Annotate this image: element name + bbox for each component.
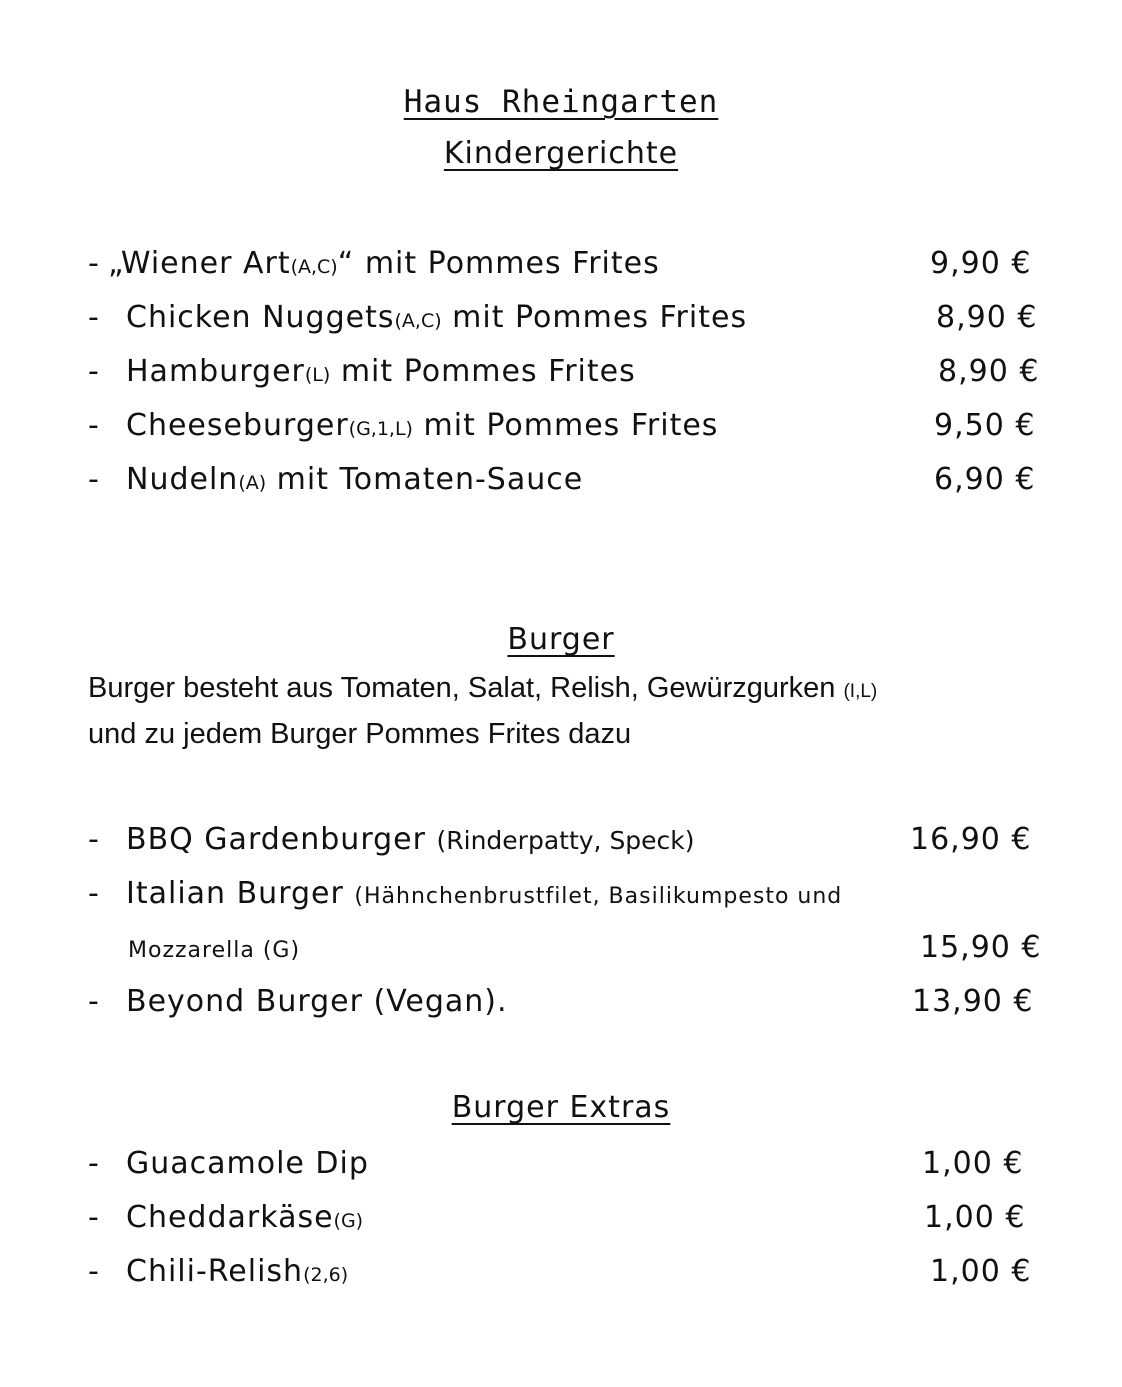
item-dash: -	[88, 408, 100, 443]
item-price: 6,90 €	[934, 462, 1036, 497]
item-dash: -	[88, 984, 100, 1019]
item-allergens: (G,1,L)	[348, 418, 413, 440]
burger-section-title	[0, 622, 1122, 657]
burger-description-line2: und zu jedem Burger Pommes Frites dazu	[88, 718, 632, 750]
item-price: 1,00 €	[922, 1146, 1024, 1181]
restaurant-name-text: Haus Rheingarten	[403, 84, 719, 120]
item-name: Beyond Burger (Vegan).	[126, 984, 508, 1019]
item-price: 13,90 €	[912, 984, 1034, 1019]
item-dash: -	[88, 876, 100, 911]
item-price: 8,90 €	[936, 300, 1038, 335]
item-dash: -	[88, 1200, 100, 1235]
item-price: 1,00 €	[924, 1200, 1026, 1235]
item-price: 1,00 €	[930, 1254, 1032, 1289]
item-allergens: (L)	[304, 364, 331, 386]
item-allergens: (A)	[238, 472, 267, 494]
item-price: 16,90 €	[910, 822, 1032, 857]
item-rest: “ mit Pommes Frites	[337, 246, 660, 281]
item-name: „Wiener Art	[108, 246, 291, 281]
item-dash: -	[88, 822, 100, 857]
item-name: Nudeln	[126, 462, 239, 497]
item-dash: -	[88, 1146, 100, 1181]
description-allergens: (I,L)	[843, 681, 878, 702]
item-price: 9,50 €	[934, 408, 1036, 443]
menu-item	[88, 874, 842, 917]
menu-item	[88, 298, 747, 341]
item-allergens: (G)	[333, 1210, 364, 1232]
item-price: 8,90 €	[938, 354, 1040, 389]
burger-description-line1	[88, 666, 877, 714]
item-name: BBQ Gardenburger	[126, 822, 426, 857]
description-text: Burger besteht aus Tomaten, Salat, Relish, Gewürzgurken	[88, 672, 836, 704]
menu-item	[88, 820, 695, 861]
extras-section-title	[0, 1090, 1122, 1125]
menu-item	[88, 406, 718, 449]
item-name: Cheeseburger	[126, 408, 349, 443]
menu-item	[88, 1144, 369, 1187]
item-rest: mit Pommes Frites	[441, 300, 748, 335]
item-price: 15,90 €	[920, 930, 1042, 965]
item-name: Italian Burger	[126, 876, 344, 911]
menu-item	[88, 244, 660, 287]
kids-menu-title-text: Kindergerichte	[443, 136, 679, 171]
item-allergens: (A,C)	[290, 256, 338, 278]
item-dash: -	[88, 300, 100, 335]
item-rest: mit Pommes Frites	[330, 354, 636, 389]
menu-item-continuation	[128, 928, 300, 971]
menu-item	[88, 1252, 348, 1295]
menu-item	[88, 460, 583, 503]
item-dash: -	[88, 246, 100, 281]
menu-item	[88, 1198, 363, 1241]
item-name: Hamburger	[126, 354, 305, 389]
menu-item	[88, 982, 508, 1022]
item-rest: mit Tomaten-Sauce	[266, 462, 584, 497]
item-dash: -	[88, 462, 100, 497]
item-price: 9,90 €	[930, 246, 1032, 281]
item-rest: mit Pommes Frites	[412, 408, 719, 443]
item-detail: (Hähnchenbrustfilet, Basilikumpesto und	[354, 884, 843, 909]
kids-menu-title	[0, 136, 1122, 171]
item-name: Guacamole Dip	[126, 1146, 369, 1181]
item-dash: -	[88, 354, 100, 389]
menu-item	[88, 352, 636, 395]
item-name: Chili-Relish	[126, 1254, 304, 1289]
restaurant-name	[0, 84, 1122, 120]
extras-section-title-text: Burger Extras	[451, 1090, 671, 1125]
item-allergens: (A,C)	[394, 310, 442, 332]
item-detail: (Rinderpatty, Speck)	[436, 826, 695, 855]
item-allergens: (2,6)	[303, 1264, 349, 1286]
item-dash: -	[88, 1254, 100, 1289]
item-detail-line2: Mozzarella (G)	[128, 938, 301, 963]
item-name: Chicken Nuggets	[126, 300, 395, 335]
burger-section-title-text: Burger	[507, 622, 615, 657]
item-name: Cheddarkäse	[126, 1200, 334, 1235]
